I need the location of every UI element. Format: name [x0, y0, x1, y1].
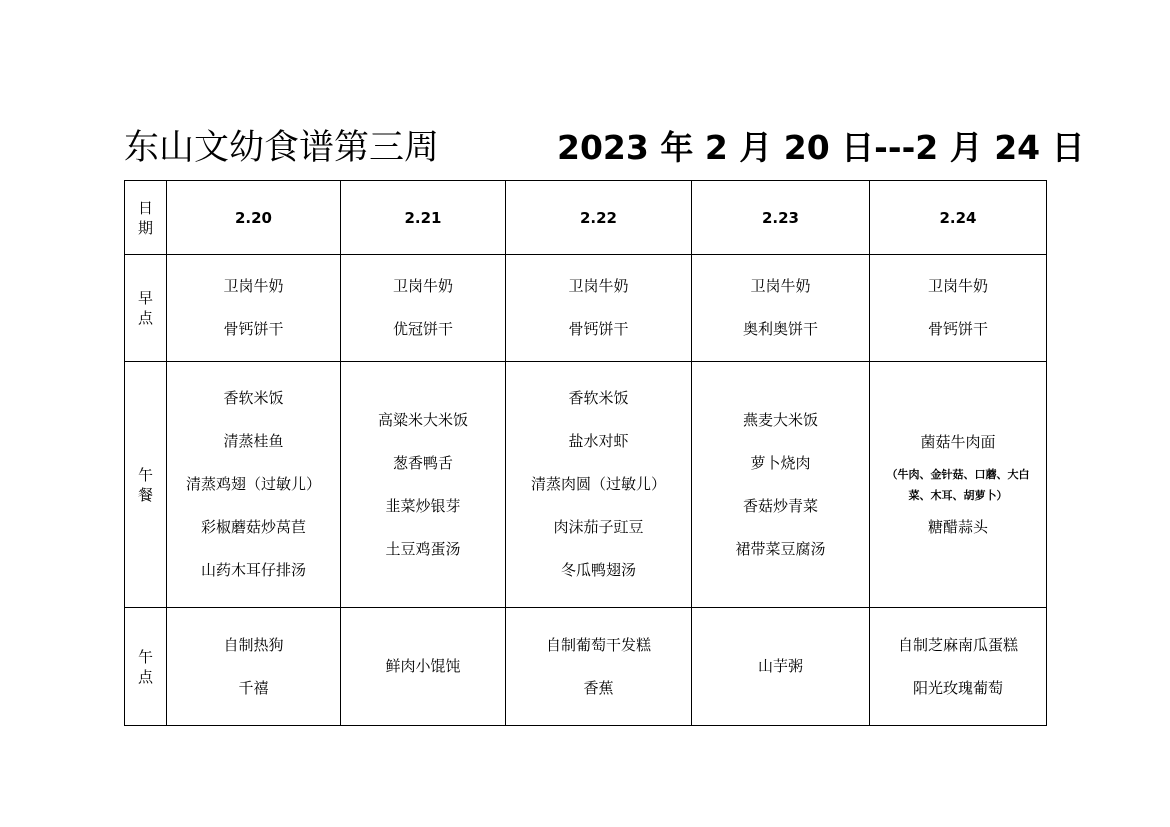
menu-item: 清蒸肉圆（过敏儿） [530, 475, 666, 493]
lunch-cell [506, 362, 692, 608]
menu-item: 清蒸桂鱼 [223, 432, 284, 450]
menu-item: 山药木耳仔排汤 [200, 561, 306, 579]
menu-item: 糖醋蒜头 [927, 517, 988, 536]
menu-item: 香菇炒青菜 [742, 496, 818, 515]
snack-cell [167, 608, 341, 726]
menu-item: 香软米饭 [223, 389, 284, 407]
lunch-cell [870, 362, 1047, 608]
menu-item: 骨钙饼干 [223, 320, 284, 338]
menu-item: 彩椒蘑菇炒莴苣 [200, 518, 306, 536]
breakfast-cell [167, 255, 341, 362]
menu-item: 葱香鸭舌 [392, 453, 453, 472]
date-cell: 2.24 [870, 181, 1047, 255]
date-row [125, 181, 1047, 255]
menu-item: 冬瓜鸭翅汤 [560, 561, 636, 579]
menu-item: 卫岗牛奶 [927, 277, 988, 295]
breakfast-cell [341, 255, 506, 362]
menu-item: 燕麦大米饭 [742, 410, 818, 429]
menu-item: 自制热狗 [223, 635, 284, 654]
menu-item: 卫岗牛奶 [392, 277, 453, 295]
row-label-lunch: 午 餐 [125, 362, 167, 608]
menu-item: 萝卜烧肉 [750, 453, 811, 472]
breakfast-row [125, 255, 1047, 362]
menu-item: 土豆鸡蛋汤 [385, 539, 461, 558]
menu-item: 奥利奥饼干 [742, 320, 818, 338]
menu-item: 香软米饭 [568, 389, 629, 407]
menu-item: 卫岗牛奶 [223, 277, 284, 295]
menu-item: 韭菜炒银芽 [385, 496, 461, 515]
menu-item: 卫岗牛奶 [750, 277, 811, 295]
ingredient-note: （牛肉、金针菇、口蘑、大白菜、木耳、胡萝卜） [886, 467, 1030, 502]
snack-cell [506, 608, 692, 726]
menu-item: 香蕉 [583, 678, 614, 697]
page-title: 东山文幼食谱第三周 [124, 128, 440, 168]
snack-cell [870, 608, 1047, 726]
menu-item: 高粱米大米饭 [377, 410, 468, 429]
breakfast-cell [870, 255, 1047, 362]
lunch-cell [167, 362, 341, 608]
row-label-breakfast: 早 点 [125, 255, 167, 362]
menu-item: 菌菇牛肉面 [920, 432, 996, 451]
row-label-snack: 午 点 [125, 608, 167, 726]
snack-cell [341, 608, 506, 726]
menu-item: 优冠饼干 [392, 320, 453, 338]
menu-item: 骨钙饼干 [568, 320, 629, 338]
menu-item: 阳光玫瑰葡萄 [912, 678, 1003, 697]
menu-table [124, 180, 1047, 726]
menu-item: 鲜肉小馄饨 [385, 657, 461, 675]
snack-cell [692, 608, 870, 726]
menu-item: 盐水对虾 [568, 432, 629, 450]
menu-item: 千禧 [238, 678, 269, 697]
menu-item: 清蒸鸡翅（过敏儿） [185, 475, 321, 493]
lunch-row [125, 362, 1047, 608]
row-label-date: 日 期 [125, 181, 167, 255]
date-cell: 2.20 [167, 181, 341, 255]
snack-row [125, 608, 1047, 726]
lunch-cell [341, 362, 506, 608]
menu-item: 自制芝麻南瓜蛋糕 [897, 635, 1018, 654]
date-cell: 2.21 [341, 181, 506, 255]
menu-item: 骨钙饼干 [927, 320, 988, 338]
date-cell: 2.23 [692, 181, 870, 255]
menu-item: 裙带菜豆腐汤 [735, 539, 826, 558]
lunch-cell [692, 362, 870, 608]
menu-item: 山芋粥 [757, 657, 803, 675]
menu-item: 卫岗牛奶 [568, 277, 629, 295]
menu-item: 肉沫茄子豇豆 [553, 518, 644, 536]
date-cell: 2.22 [506, 181, 692, 255]
breakfast-cell [506, 255, 692, 362]
breakfast-cell [692, 255, 870, 362]
menu-item: 自制葡萄干发糕 [545, 635, 651, 654]
date-range: 2023 年 2 月 20 日---2 月 24 日 [557, 128, 1085, 167]
